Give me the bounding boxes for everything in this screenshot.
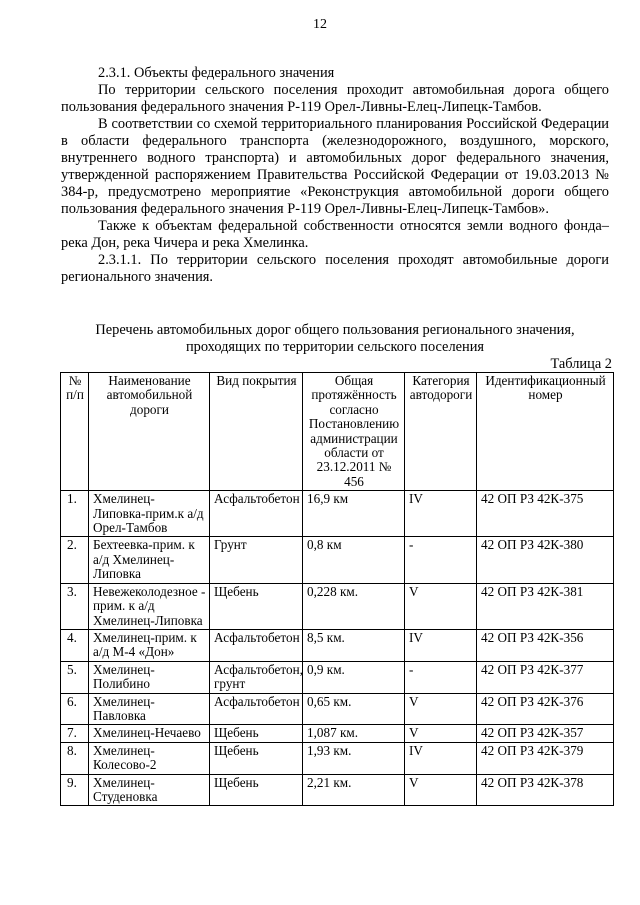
cell-name: Хмелинец-Полибино	[89, 661, 210, 693]
table-row	[61, 491, 614, 537]
paragraph: Также к объектам федеральной собственности относятся земли водного фонда–река Дон, река Чичера и река Хмелинка.	[61, 218, 609, 251]
table-body	[61, 491, 614, 806]
cell-name: Невежеколодезное - прим. к а/д Хмелинец-Липовка	[89, 583, 210, 629]
cell-num: 2.	[61, 537, 89, 583]
table-caption-line: проходящих по территории сельского поселения	[185, 339, 485, 355]
header-id: Идентификационный номер	[477, 373, 614, 491]
cell-category: V	[405, 774, 477, 806]
table-row	[61, 693, 614, 725]
cell-length: 0,65 км.	[303, 693, 405, 725]
section-heading: 2.3.1. Объекты федерального значения	[98, 65, 335, 81]
header-surface: Вид покрытия	[210, 373, 303, 491]
table-row	[61, 629, 614, 661]
table-row	[61, 742, 614, 774]
cell-length: 0,8 км	[303, 537, 405, 583]
cell-name: Хмелинец-Нечаево	[89, 725, 210, 742]
table-row	[61, 537, 614, 583]
cell-category: V	[405, 725, 477, 742]
table-header-row	[61, 373, 614, 491]
cell-id: 42 ОП РЗ 42К-380	[477, 537, 614, 583]
cell-surface: Асфальтобетон	[210, 693, 303, 725]
cell-name: Хмелинец-Липовка-прим.к а/д Орел-Тамбов	[89, 491, 210, 537]
cell-id: 42 ОП РЗ 42К-356	[477, 629, 614, 661]
cell-id: 42 ОП РЗ 42К-375	[477, 491, 614, 537]
cell-id: 42 ОП РЗ 42К-357	[477, 725, 614, 742]
page-number: 12	[313, 17, 327, 32]
cell-id: 42 ОП РЗ 42К-376	[477, 693, 614, 725]
cell-num: 3.	[61, 583, 89, 629]
table-caption-line: Перечень автомобильных дорог общего пользования регионального значения,	[95, 322, 575, 338]
cell-category: IV	[405, 629, 477, 661]
cell-num: 1.	[61, 491, 89, 537]
header-num: № п/п	[61, 373, 89, 491]
cell-length: 16,9 км	[303, 491, 405, 537]
cell-num: 9.	[61, 774, 89, 806]
header-length: Общая протяжённость согласно Постановлению администрации области от 23.12.2011 № 456	[303, 373, 405, 491]
cell-id: 42 ОП РЗ 42К-381	[477, 583, 614, 629]
cell-num: 6.	[61, 693, 89, 725]
header-category: Категория автодороги	[405, 373, 477, 491]
cell-length: 8,5 км.	[303, 629, 405, 661]
cell-name: Хмелинец-Студеновка	[89, 774, 210, 806]
cell-num: 8.	[61, 742, 89, 774]
cell-surface: Асфальтобетон	[210, 491, 303, 537]
header-name: Наименование автомобильной дороги	[89, 373, 210, 491]
paragraph: 2.3.1.1. По территории сельского поселения проходят автомобильные дороги регионального значения.	[61, 252, 609, 285]
cell-surface: Грунт	[210, 537, 303, 583]
cell-name: Хмелинец-прим. к а/д М-4 «Дон»	[89, 629, 210, 661]
cell-id: 42 ОП РЗ 42К-379	[477, 742, 614, 774]
cell-category: -	[405, 661, 477, 693]
cell-num: 4.	[61, 629, 89, 661]
cell-surface: Асфальтобетон, грунт	[210, 661, 303, 693]
cell-category: V	[405, 693, 477, 725]
cell-id: 42 ОП РЗ 42К-378	[477, 774, 614, 806]
cell-category: IV	[405, 742, 477, 774]
cell-category: V	[405, 583, 477, 629]
cell-surface: Асфальтобетон	[210, 629, 303, 661]
body-text	[61, 65, 609, 286]
cell-category: -	[405, 537, 477, 583]
cell-surface: Щебень	[210, 725, 303, 742]
table-row	[61, 774, 614, 806]
cell-length: 0,228 км.	[303, 583, 405, 629]
cell-length: 1,087 км.	[303, 725, 405, 742]
table-row	[61, 661, 614, 693]
cell-id: 42 ОП РЗ 42К-377	[477, 661, 614, 693]
roads-table	[60, 372, 614, 806]
cell-surface: Щебень	[210, 774, 303, 806]
table-row	[61, 725, 614, 742]
paragraph: В соответствии со схемой территориального планирования Российской Федерации в области федерального транспорта (железнодорожного, воздушного, морского, внутреннего водного транспорта) и автомобильных дорог федерального значения, утвержденной распоряжением Правительства Российской Федерации от 19.03.2013 № 384-р, предусмотрено мероприятие «Реконструкция автомобильной дороги общего пользования федерального значения Р-119 Орел-Ливны-Елец-Липецк-Тамбов».	[61, 116, 609, 217]
table-label: Таблица 2	[550, 356, 612, 372]
cell-length: 2,21 км.	[303, 774, 405, 806]
cell-name: Хмелинец-Колесово-2	[89, 742, 210, 774]
cell-surface: Щебень	[210, 742, 303, 774]
table-caption	[61, 322, 609, 356]
cell-num: 5.	[61, 661, 89, 693]
cell-length: 0,9 км.	[303, 661, 405, 693]
paragraph: По территории сельского поселения проходит автомобильная дорога общего пользования федерального значения Р-119 Орел-Ливны-Елец-Липецк-Тамбов.	[61, 82, 609, 115]
cell-name: Бехтеевка-прим. к а/д Хмелинец-Липовка	[89, 537, 210, 583]
table-row	[61, 583, 614, 629]
cell-name: Хмелинец-Павловка	[89, 693, 210, 725]
cell-num: 7.	[61, 725, 89, 742]
cell-category: IV	[405, 491, 477, 537]
cell-length: 1,93 км.	[303, 742, 405, 774]
cell-surface: Щебень	[210, 583, 303, 629]
